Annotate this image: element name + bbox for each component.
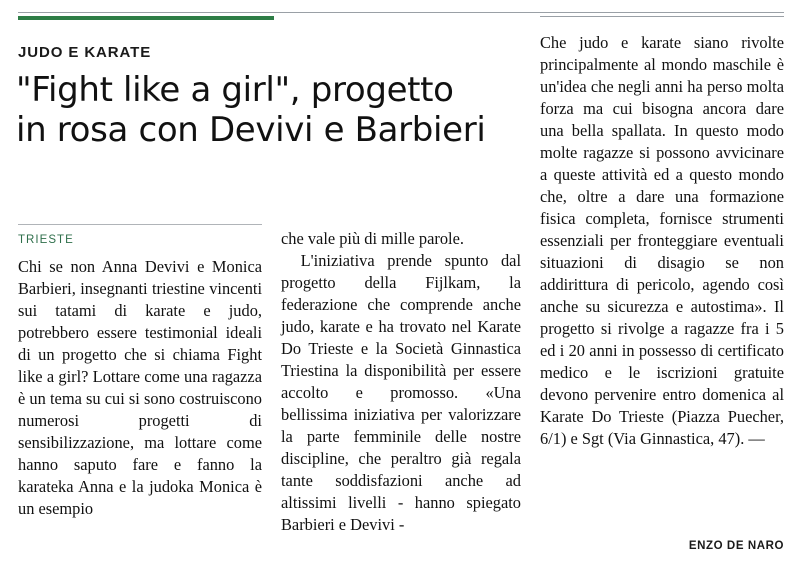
dateline-rule xyxy=(18,224,262,225)
column3-paragraph: Che judo e karate siano rivolte principalmente al mondo maschile è un'idea che negli anni ha perso molta forza ma cui bisogna ancora dare una bella spallata. In questo modo molte ragazze si possono avvicinare a queste attività ed a questo mondo che, oltre a dare una formazione fisica completa, fornisce strumenti essenziali per fronteggiare eventuali situazioni di disagio se non addirittura di pericolo, agendo così anche su sicurezza e autostima». Il progetto si rivolge a ragazze fra i 5 ed i 20 anni in possesso di certificato medico e le iscrizioni gratuite devono pervenire entro domenica al Karate Do Trieste (Piazza Puecher, 6/1) e Sgt (Via Ginnastica, 47). — xyxy=(540,33,784,448)
body-column-1 xyxy=(18,256,262,520)
article-dateline: TRIESTE xyxy=(18,234,74,246)
section-accent-bar xyxy=(18,16,274,20)
article-byline: ENZO DE NARO xyxy=(688,540,784,552)
article-headline xyxy=(16,70,526,150)
headline-line-2: in rosa con Devivi e Barbieri xyxy=(16,110,486,151)
top-divider-rule xyxy=(18,12,784,13)
headline-line-1: "Fight like a girl", progetto xyxy=(16,70,454,110)
body-column-2 xyxy=(281,228,521,536)
third-column-top-rule xyxy=(540,16,784,17)
column2-paragraph-2: L'iniziativa prende spunto dal progetto della Fijlkam, la federazione che comprende anche judo, karate e ha trovato nel Karate Do Trieste e la Società Ginnastica Triestina la disponibilità per essere accolto e promosso. «Una bellissima iniziativa per valorizzare la parte femminile delle nostre discipline, che peraltro già regala tante soddisfazioni anche ad altissimi livelli - hanno spiegato Barbieri e Devivi - xyxy=(281,250,521,534)
article-kicker: JUDO E KARATE xyxy=(18,44,152,61)
body-column-3 xyxy=(540,32,784,450)
column1-paragraph: Chi se non Anna Devivi e Monica Barbieri, insegnanti triestine vincenti sui tatami di karate e judo, potrebbero essere testimonial ideali di un progetto che si chiama Fight like a girl? Lottare come una ragazza è un tema su cui si sono costruiscono numerosi progetti di sensibilizzazione, ma lottare come hanno saputo fare e fanno la karateka Anna e la judoka Monica è un esempio xyxy=(18,257,262,518)
column2-paragraph-1: che vale più di mille parole. xyxy=(281,229,464,248)
